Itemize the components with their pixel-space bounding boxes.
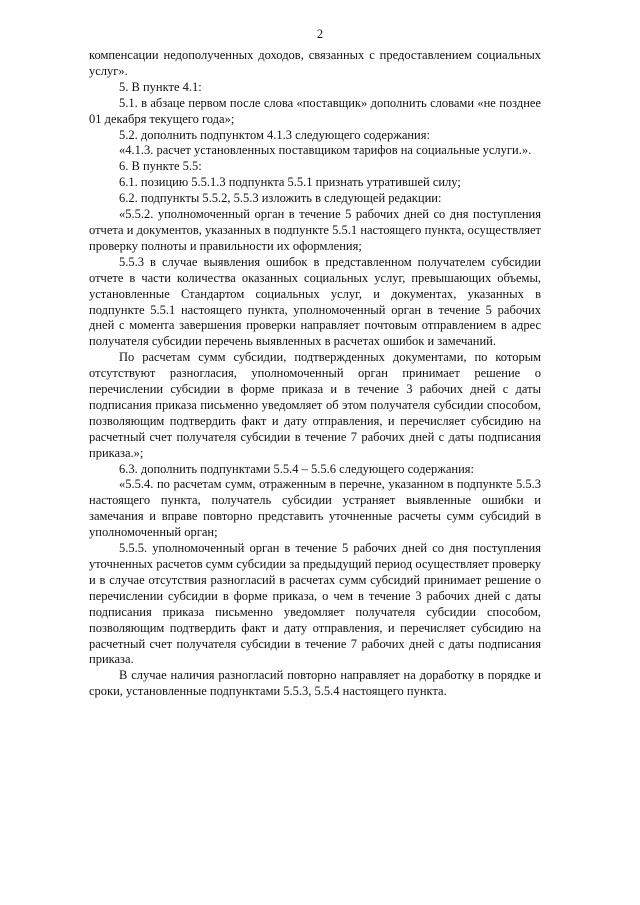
paragraph-quote-5-5-5: 5.5.5. уполномоченный орган в течение 5 рабочих дней со дня поступления уточненных расчетов сумм субсидии за предыдущий период осуществляет проверку и в случае отсутствия разногласий в расчетах сумм субсидий принимает решение о перечислении субсидии в форме приказа, о чем в течение 3 рабочих дней с даты подписания приказа письменно уведомляет получателя субсидии способом, позволяющим подтвердить факт и дату отправления, и перечисляет субсидию на расчетный счет получателя субсидии в течение 7 рабочих дней с даты подписания приказа. bbox=[89, 541, 541, 667]
paragraph-quote-5-5-4: «5.5.4. по расчетам сумм, отраженным в перечне, указанном в подпункте 5.5.3 настоящего пункта, получатель субсидии устраняет выявленные ошибки и замечания и вправе повторно представить уточненные расчеты сумм субсидий в уполномоченный орган; bbox=[89, 477, 541, 540]
paragraph-item-5-2: 5.2. дополнить подпунктом 4.1.3 следующего содержания: bbox=[119, 127, 430, 142]
paragraph-item-5: 5. В пункте 4.1: bbox=[119, 79, 202, 94]
paragraph-settlements: По расчетам сумм субсидии, подтвержденных документами, по которым отсутствуют разногласия, уполномоченный орган принимает решение о перечислении субсидии в форме приказа и в течение 3 рабочих дней с даты подписания приказа письменно уведомляет об этом получателя субсидии способом, позволяющим подтвердить факт и дату отправления, и перечисляет субсидию на расчетный счет получателя субсидии в течение 7 рабочих дней с даты подписания приказа.»; bbox=[89, 350, 541, 460]
paragraph-quote-4-1-3: «4.1.3. расчет установленных поставщиком тарифов на социальные услуги.». bbox=[119, 143, 532, 158]
paragraph-item-6: 6. В пункте 5.5: bbox=[119, 159, 202, 174]
document-body bbox=[89, 48, 541, 700]
paragraph-quote-5-5-3: 5.5.3 в случае выявления ошибок в представленном получателем субсидии отчете в части количества оказанных социальных услуг, превышающих объемы, установленные Стандартом социальных услуг, и документах, указанных в подпункте 5.5.1 настоящего пункта, уполномоченный орган в течение 5 рабочих дней с момента завершения проверки направляет почтовым отправлением в адрес получателя субсидии перечень выявленных в расчетах ошибок и замечаний. bbox=[89, 254, 541, 349]
paragraph-item-5-1: 5.1. в абзаце первом после слова «поставщик» дополнить словами «не позднее 01 декабря текущего года»; bbox=[89, 95, 541, 126]
paragraph-quote-5-5-2: «5.5.2. уполномоченный орган в течение 5 рабочих дней со дня поступления отчета и документов, указанных в подпункте 5.5.1 настоящего пункта, осуществляет проверку полноты и правильности их оформления; bbox=[89, 207, 541, 253]
paragraph-item-6-1: 6.1. позицию 5.5.1.3 подпункта 5.5.1 признать утратившей силу; bbox=[119, 175, 461, 190]
page-number: 2 bbox=[316, 27, 324, 41]
paragraph-continuation: компенсации недополученных доходов, связанных с предоставлением социальных услуг». bbox=[89, 48, 541, 78]
paragraph-disagreements: В случае наличия разногласий повторно направляет на доработку в порядке и сроки, установленные подпунктами 5.5.3, 5.5.4 настоящего пункта. bbox=[89, 668, 541, 699]
paragraph-item-6-3: 6.3. дополнить подпунктами 5.5.4 – 5.5.6 следующего содержания: bbox=[119, 461, 475, 476]
paragraph-item-6-2: 6.2. подпункты 5.5.2, 5.5.3 изложить в следующей редакции: bbox=[119, 191, 442, 206]
